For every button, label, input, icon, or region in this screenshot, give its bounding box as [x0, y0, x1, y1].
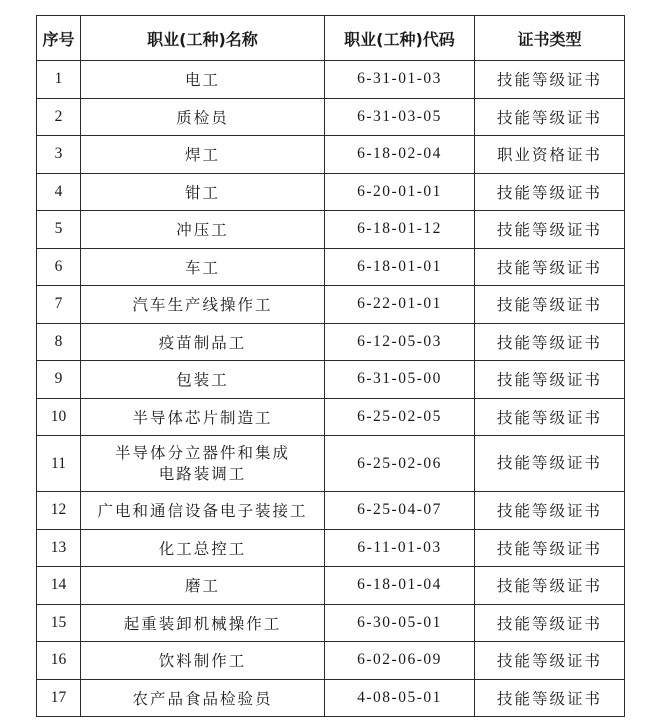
row-cert: 技能等级证书	[475, 248, 625, 286]
row-code: 6-30-05-01	[325, 604, 475, 642]
row-code: 6-11-01-03	[325, 529, 475, 567]
row-name-line2: 电路装调工	[158, 464, 247, 483]
row-name: 饮料制作工	[81, 642, 325, 680]
row-no: 6	[37, 248, 81, 286]
row-cert: 技能等级证书	[475, 492, 625, 530]
row-cert: 技能等级证书	[475, 529, 625, 567]
row-name	[81, 436, 325, 492]
row-cert: 技能等级证书	[475, 173, 625, 211]
row-no: 13	[37, 529, 81, 567]
row-name: 冲压工	[81, 211, 325, 249]
row-cert: 职业资格证书	[475, 136, 625, 174]
row-code: 6-31-01-03	[325, 61, 475, 99]
table-row	[37, 61, 625, 99]
row-cert: 技能等级证书	[475, 398, 625, 436]
row-cert: 技能等级证书	[475, 567, 625, 605]
table-header-row	[37, 16, 625, 61]
row-code: 6-20-01-01	[325, 173, 475, 211]
table-row	[37, 136, 625, 174]
row-name: 广电和通信设备电子装接工	[81, 492, 325, 530]
table-row	[37, 211, 625, 249]
row-no: 15	[37, 604, 81, 642]
table-row	[37, 286, 625, 324]
row-code: 6-31-03-05	[325, 98, 475, 136]
row-no: 3	[37, 136, 81, 174]
row-code: 6-25-02-06	[325, 436, 475, 492]
row-no: 9	[37, 361, 81, 399]
row-code: 6-18-01-01	[325, 248, 475, 286]
row-code: 6-25-02-05	[325, 398, 475, 436]
header-cert-type: 证书类型	[475, 16, 625, 61]
row-no: 16	[37, 642, 81, 680]
row-no: 2	[37, 98, 81, 136]
table-row	[37, 642, 625, 680]
row-code: 6-18-02-04	[325, 136, 475, 174]
row-cert: 技能等级证书	[475, 323, 625, 361]
row-no: 7	[37, 286, 81, 324]
row-code: 6-31-05-00	[325, 361, 475, 399]
row-name: 起重装卸机械操作工	[81, 604, 325, 642]
table-row	[37, 398, 625, 436]
row-cert: 技能等级证书	[475, 98, 625, 136]
row-code: 6-02-06-09	[325, 642, 475, 680]
table-row	[37, 567, 625, 605]
row-code: 6-18-01-04	[325, 567, 475, 605]
row-name: 电工	[81, 61, 325, 99]
row-code: 6-22-01-01	[325, 286, 475, 324]
row-cert: 技能等级证书	[475, 286, 625, 324]
row-no: 8	[37, 323, 81, 361]
table-row	[37, 679, 625, 717]
row-name: 半导体芯片制造工	[81, 398, 325, 436]
row-name: 车工	[81, 248, 325, 286]
table-row	[37, 436, 625, 492]
row-name: 质检员	[81, 98, 325, 136]
row-no: 4	[37, 173, 81, 211]
header-name: 职业(工种)名称	[81, 16, 325, 61]
row-no: 14	[37, 567, 81, 605]
row-code: 4-08-05-01	[325, 679, 475, 717]
row-cert: 技能等级证书	[475, 61, 625, 99]
table-row	[37, 529, 625, 567]
table-row	[37, 248, 625, 286]
table-row	[37, 604, 625, 642]
row-name: 磨工	[81, 567, 325, 605]
row-name: 农产品食品检验员	[81, 679, 325, 717]
occupation-table	[36, 15, 625, 717]
row-name: 包装工	[81, 361, 325, 399]
table-row	[37, 323, 625, 361]
row-no: 1	[37, 61, 81, 99]
row-name-line1: 半导体分立器件和集成	[114, 443, 290, 462]
row-code: 6-18-01-12	[325, 211, 475, 249]
row-no: 5	[37, 211, 81, 249]
row-no: 12	[37, 492, 81, 530]
row-name: 疫苗制品工	[81, 323, 325, 361]
row-cert: 技能等级证书	[475, 211, 625, 249]
row-cert: 技能等级证书	[475, 361, 625, 399]
row-cert: 技能等级证书	[475, 679, 625, 717]
row-name: 焊工	[81, 136, 325, 174]
header-no: 序号	[37, 16, 81, 61]
row-cert: 技能等级证书	[475, 604, 625, 642]
row-name: 钳工	[81, 173, 325, 211]
header-code: 职业(工种)代码	[325, 16, 475, 61]
row-code: 6-12-05-03	[325, 323, 475, 361]
table-row	[37, 98, 625, 136]
row-name: 化工总控工	[81, 529, 325, 567]
table-row	[37, 492, 625, 530]
row-no: 17	[37, 679, 81, 717]
row-no: 11	[37, 436, 81, 492]
row-no: 10	[37, 398, 81, 436]
row-code: 6-25-04-07	[325, 492, 475, 530]
table-row	[37, 361, 625, 399]
row-cert: 技能等级证书	[475, 436, 625, 492]
row-cert: 技能等级证书	[475, 642, 625, 680]
table-row	[37, 173, 625, 211]
row-name: 汽车生产线操作工	[81, 286, 325, 324]
